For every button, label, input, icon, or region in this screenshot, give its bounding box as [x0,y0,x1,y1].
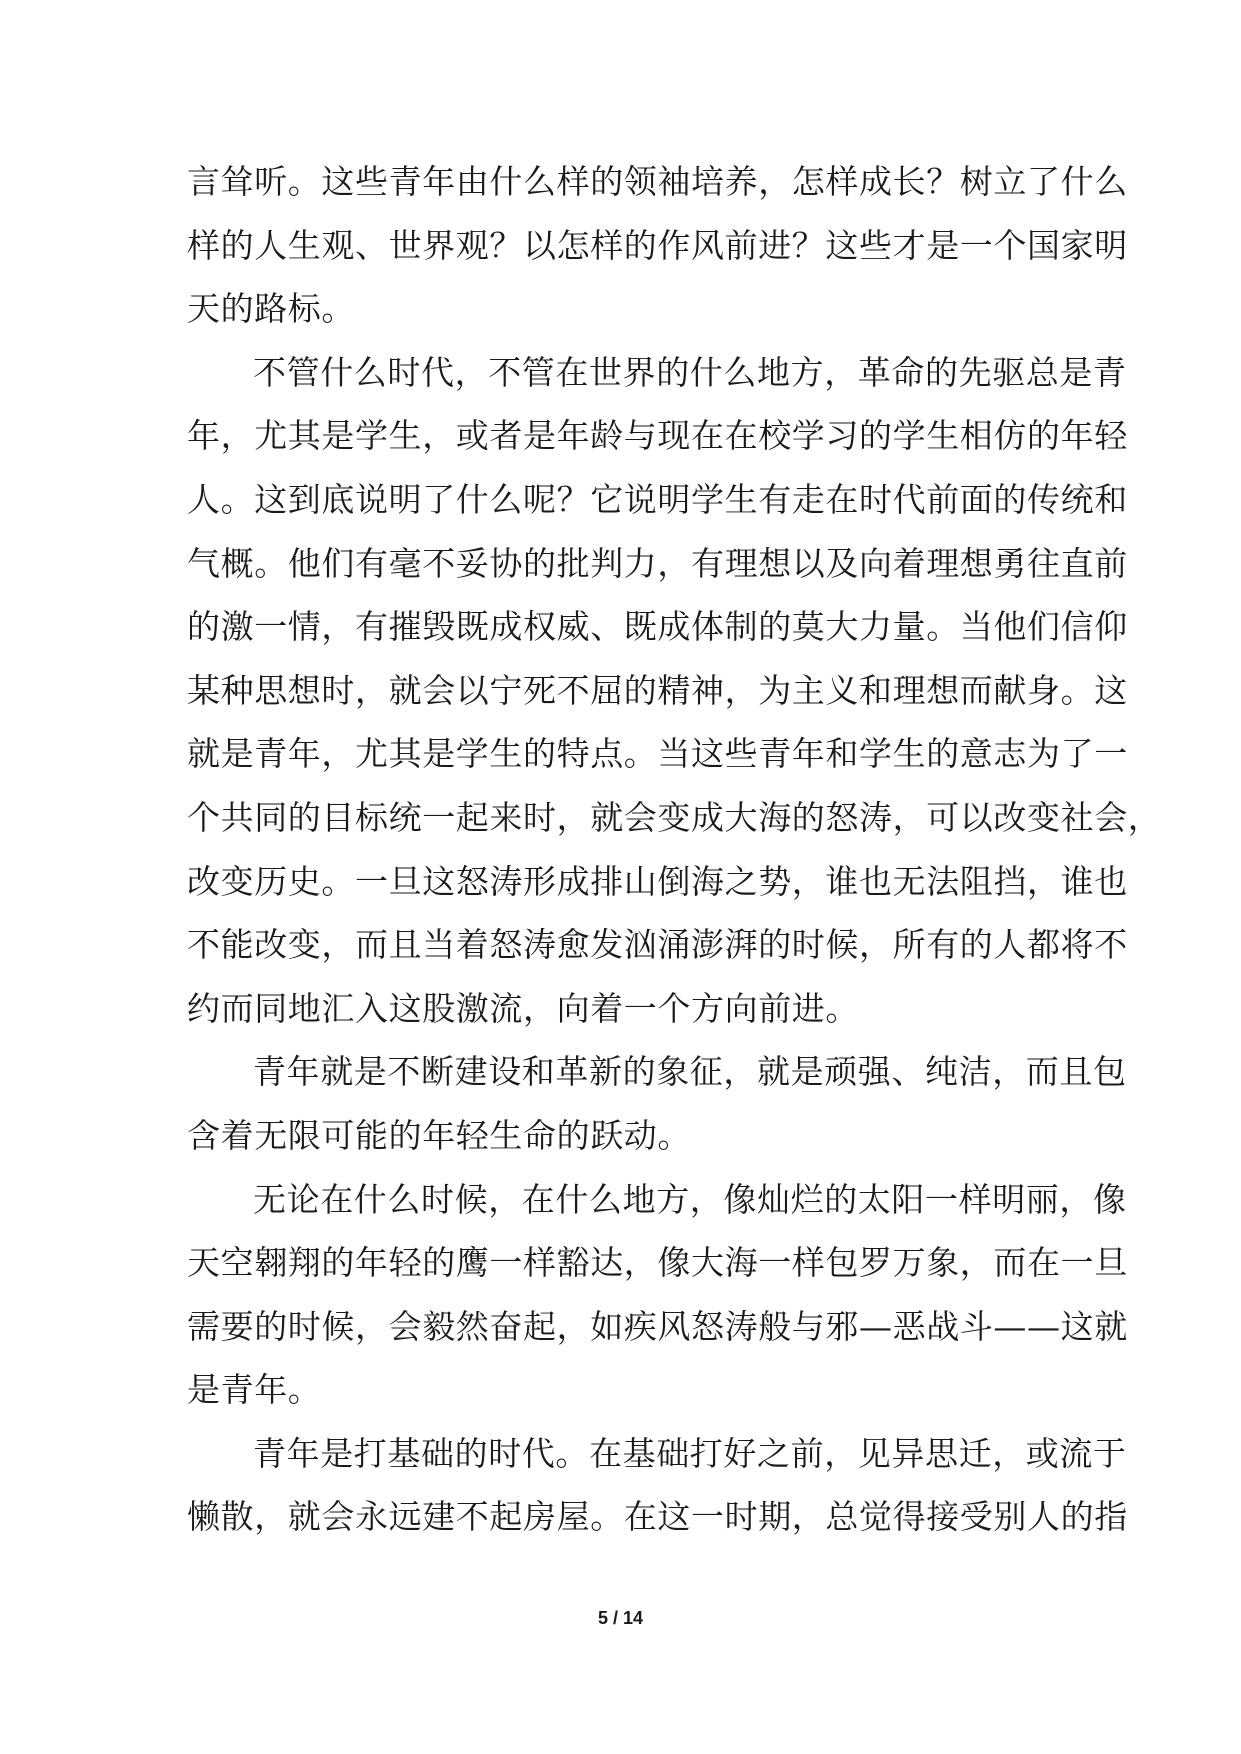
paragraph-2 [187,341,1162,1041]
text-line: 懒散，就会永远建不起房屋。在这一时期，总觉得接受别人的指 [187,1497,1128,1537]
document-body [187,150,1162,1549]
text-line: 人。这到底说明了什么呢？它说明学生有走在时代前面的传统和 [187,479,1128,519]
text-line: 就是青年，尤其是学生的特点。当这些青年和学生的意志为了一 [187,734,1128,774]
text-line: 不能改变，而且当着怒涛愈发汹涌澎湃的时候，所有的人都将不 [187,925,1128,965]
text-line: 言耸听。这些青年由什么样的领袖培养，怎样成长？树立了什么 [187,162,1128,201]
text-line: 无论在什么时候，在什么地方，像灿烂的太阳一样明丽，像 [253,1179,1127,1219]
text-line: 约而同地汇入这股激流，向着一个方向前进。 [187,988,859,1028]
text-line: 的激一情，有摧毁既成权威、既成体制的莫大力量。当他们信仰 [187,607,1128,647]
text-line: 样的人生观、世界观？以怎样的作风前进？这些才是一个国家明 [187,225,1128,265]
paragraph-4 [187,1168,1128,1422]
text-line: 气概。他们有毫不妥协的批判力，有理想以及向着理想勇往直前 [187,543,1128,583]
text-line: 需要的时候，会毅然奋起，如疾风怒涛般与邪—恶战斗——这就 [187,1306,1128,1346]
text-line: 改变历史。一旦这怒涛形成排山倒海之势，谁也无法阻挡，谁也 [187,861,1128,901]
paragraph-5 [187,1422,1128,1549]
page-number: 5 / 14 [597,1608,644,1628]
paragraph-3 [187,1040,1127,1167]
text-line: 青年是打基础的时代。在基础打好之前，见异思迁，或流于 [253,1433,1127,1473]
text-line: 不管什么时代，不管在世界的什么地方，革命的先驱总是青 [253,352,1127,392]
text-line: 青年就是不断建设和革新的象征，就是顽强、纯洁，而且包 [253,1052,1127,1092]
text-line: 天空翱翔的年轻的鹰一样豁达，像大海一样包罗万象，而在一旦 [187,1243,1128,1283]
text-line: 含着无限可能的年轻生命的跃动。 [187,1115,691,1155]
text-line: 年，尤其是学生，或者是年龄与现在在校学习的学生相仿的年轻 [187,416,1128,456]
text-line: 天的路标。 [187,289,355,329]
text-line: 是青年。 [187,1370,322,1410]
text-line: 某种思想时，就会以宁死不屈的精神，为主义和理想而献身。这 [187,670,1128,710]
text-line: 个共同的目标统一起来时，就会变成大海的怒涛，可以改变社会， [187,797,1162,837]
paragraph-1 [187,150,1128,341]
